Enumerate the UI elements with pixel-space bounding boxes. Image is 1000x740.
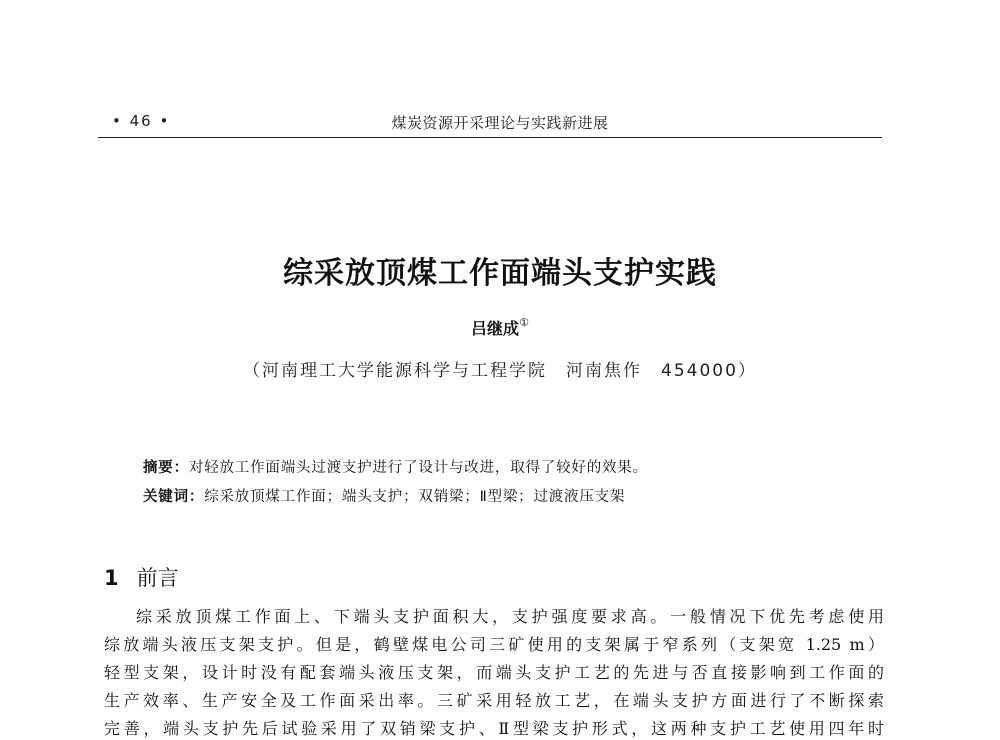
body-line: 综放端头液压支架支护。但是，鹤壁煤电公司三矿使用的支架属于窄系列（支架宽 1.25 m） xyxy=(104,635,884,654)
section-title: 前言 xyxy=(136,566,179,590)
running-header xyxy=(98,112,882,138)
author-line xyxy=(0,316,1000,339)
abstract-label: 摘要： xyxy=(143,460,189,476)
affiliation: （河南理工大学能源科学与工程学院 河南焦作 454000） xyxy=(243,361,757,381)
keywords-label: 关键词： xyxy=(143,489,205,505)
body-line: 完善，端头支护先后试验采用了双销梁支护、Ⅱ型梁支护形式，这两种支护工艺使用四年时 xyxy=(104,719,884,738)
journal-title: 煤炭资源开采理论与实践新进展 xyxy=(391,114,609,132)
abstract xyxy=(143,456,648,477)
keywords xyxy=(143,485,625,506)
header-rule xyxy=(98,137,882,138)
body-line: 生产效率、生产安全及工作面采出率。三矿采用轻放工艺，在端头支护方面进行了不断探索 xyxy=(104,691,884,710)
body-line: 综采放顶煤工作面上、下端头支护面积大，支护强度要求高。一般情况下优先考虑使用 xyxy=(136,607,884,626)
article-title: 综采放顶煤工作面端头支护实践 xyxy=(283,256,717,291)
page-number: • 46 • xyxy=(112,112,171,130)
keywords-text: 综采放顶煤工作面；端头支护；双销梁；Ⅱ型梁；过渡液压支架 xyxy=(204,489,626,505)
body-line: 轻型支架，设计时没有配套端头液压支架，而端头支护工艺的先进与否直接影响到工作面的 xyxy=(104,663,884,682)
section-number: 1 xyxy=(104,566,119,590)
author-footnote-marker: ① xyxy=(519,315,529,329)
section-heading xyxy=(104,562,179,592)
author-name: 吕继成 xyxy=(471,319,520,338)
abstract-text: 对轻放工作面端头过渡支护进行了设计与改进，取得了较好的效果。 xyxy=(188,460,648,476)
